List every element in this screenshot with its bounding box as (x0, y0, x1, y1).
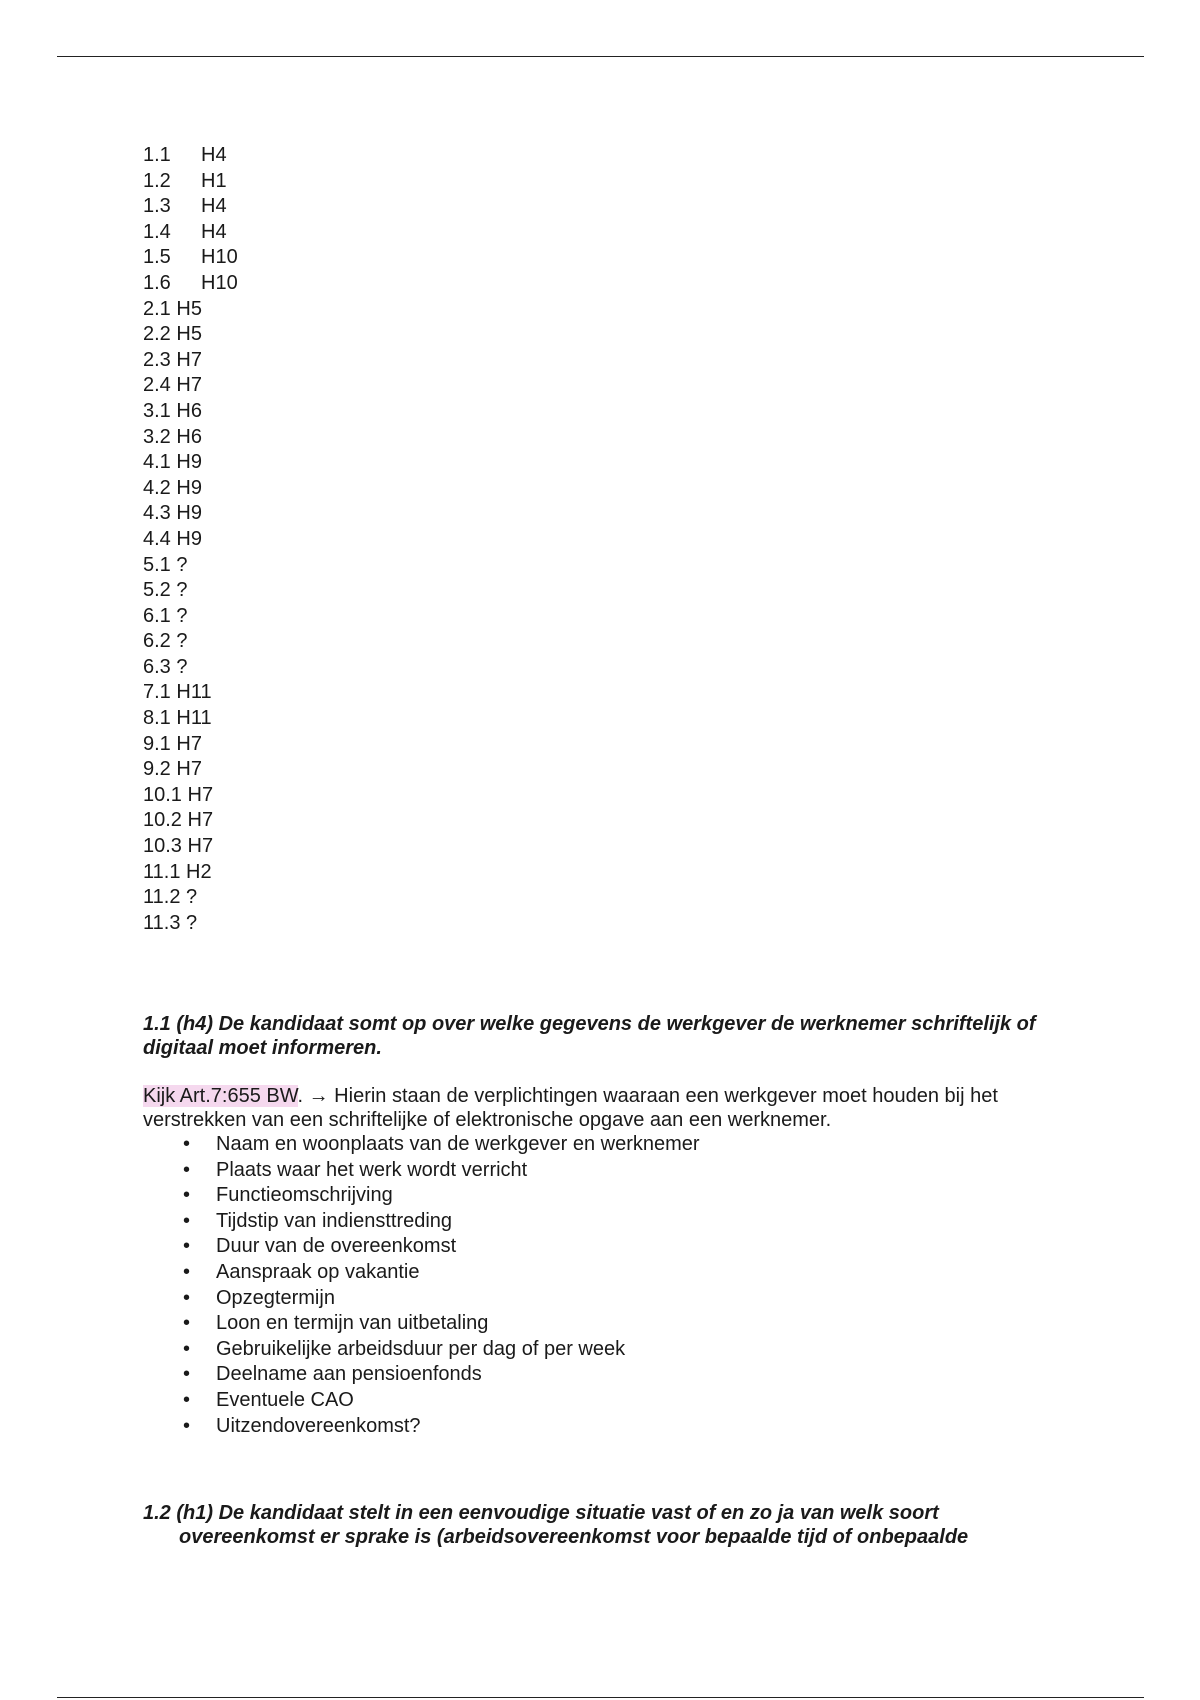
list-item-text: Functieomschrijving (216, 1184, 393, 1207)
toc-item (143, 808, 238, 834)
toc-item-number: 6.3 (143, 655, 171, 678)
toc-item (143, 373, 238, 399)
bullet-icon: • (183, 1388, 191, 1411)
toc-list (143, 143, 238, 936)
bullet-icon: • (183, 1312, 191, 1335)
toc-item-number: 1.5 (143, 246, 171, 269)
list-item-text: Duur van de overeenkomst (216, 1235, 457, 1258)
list-item (183, 1234, 1073, 1260)
toc-item (143, 348, 238, 374)
toc-item-chapter: H1 (201, 169, 227, 192)
section-heading: 1.1 (h4) De kandidaat somt op over welke gegevens de werkgever de werknemer schriftelijk of digitaal moet informeren. (143, 1013, 1036, 1059)
toc-item-chapter: ? (176, 604, 188, 627)
list-item (183, 1414, 1073, 1440)
toc-item-number: 7.1 (143, 681, 171, 704)
toc-item-chapter: H4 (201, 144, 227, 166)
toc-item (143, 220, 238, 246)
bullet-icon: • (183, 1363, 191, 1386)
list-item (183, 1209, 1073, 1235)
toc-item (143, 194, 238, 220)
toc-item-chapter: H9 (176, 476, 202, 499)
toc-item (143, 501, 238, 527)
toc-item-chapter: ? (176, 579, 188, 602)
toc-item (143, 425, 238, 451)
list-item-text: Naam en woonplaats van de werkgever en werknemer (216, 1133, 700, 1155)
bullet-icon: • (183, 1286, 191, 1309)
toc-item-number: 6.1 (143, 604, 171, 627)
toc-item-number: 9.1 (143, 732, 171, 755)
toc-item-chapter: H9 (176, 451, 202, 474)
toc-item-number: 10.3 (143, 835, 182, 858)
page-bottom-rule (57, 1697, 1144, 1698)
toc-item-chapter: H7 (176, 732, 202, 755)
list-item-text: Uitzendovereenkomst? (216, 1414, 421, 1437)
toc-item-chapter: ? (186, 886, 198, 909)
toc-item (143, 527, 238, 553)
list-item-text: Eventuele CAO (216, 1388, 354, 1411)
toc-item (143, 732, 238, 758)
toc-item-chapter: H7 (176, 758, 202, 781)
toc-item-number: 1.1 (143, 144, 171, 166)
toc-item-chapter: H9 (176, 527, 202, 550)
bullet-icon: • (183, 1158, 191, 1181)
bullet-icon: • (183, 1337, 191, 1360)
list-item (183, 1337, 1073, 1363)
toc-item-number: 1.6 (143, 271, 171, 294)
list-item (183, 1158, 1073, 1184)
list-item (183, 1311, 1073, 1337)
bullet-icon: • (183, 1209, 191, 1232)
toc-item-number: 2.3 (143, 348, 171, 371)
toc-item-chapter: H6 (176, 425, 202, 448)
toc-item-number: 10.1 (143, 783, 182, 806)
toc-item (143, 783, 238, 809)
toc-item (143, 604, 238, 630)
toc-item-chapter: H4 (201, 220, 227, 243)
toc-item-chapter: H10 (201, 271, 238, 294)
toc-item (143, 399, 238, 425)
list-item-text: Loon en termijn van uitbetaling (216, 1312, 489, 1335)
toc-item-number: 11.3 (143, 911, 181, 934)
toc-item-chapter: ? (176, 630, 188, 653)
toc-item-number: 2.4 (143, 374, 171, 397)
toc-item-number: 1.3 (143, 195, 171, 218)
toc-item-chapter: H9 (176, 502, 202, 525)
list-item-text: Plaats waar het werk wordt verricht (216, 1158, 528, 1181)
list-item-text: Opzegtermijn (216, 1286, 335, 1309)
toc-item-number: 10.2 (143, 809, 182, 832)
bullet-icon: • (183, 1133, 191, 1155)
toc-item-number: 6.2 (143, 630, 171, 653)
bullet-icon: • (183, 1414, 191, 1437)
list-item (183, 1132, 1073, 1158)
section-1-2 (143, 1501, 1073, 1549)
toc-item-number: 2.2 (143, 323, 171, 346)
toc-item-number: 5.1 (143, 553, 171, 576)
toc-item (143, 143, 238, 169)
bullet-icon: • (183, 1260, 191, 1283)
toc-item-number: 3.2 (143, 425, 171, 448)
toc-item-number: 9.2 (143, 758, 171, 781)
toc-item (143, 271, 238, 297)
bullet-icon: • (183, 1184, 191, 1207)
toc-item-number: 4.4 (143, 527, 171, 550)
list-item (183, 1286, 1073, 1312)
toc-item (143, 169, 238, 195)
list-item (183, 1260, 1073, 1286)
toc-item (143, 655, 238, 681)
list-item (183, 1183, 1073, 1209)
toc-item-chapter: ? (186, 911, 198, 934)
page-top-rule (57, 56, 1144, 57)
intro-text: . → Hierin staan de verplichtingen waaraan een werkgever moet houden bij het verstrekken van een schriftelijke of elektronische opgave aan een werknemer. (143, 1085, 998, 1131)
toc-item-chapter: H10 (201, 246, 238, 269)
bullet-icon: • (183, 1235, 191, 1258)
toc-item-number: 1.2 (143, 169, 171, 192)
toc-item (143, 578, 238, 604)
toc-item-number: 2.1 (143, 297, 171, 320)
list-item-text: Deelname aan pensioenfonds (216, 1363, 482, 1386)
toc-item (143, 297, 238, 323)
list-item (183, 1362, 1073, 1388)
bullet-list (143, 1132, 1073, 1439)
toc-item-number: 1.4 (143, 220, 171, 243)
toc-item-chapter: ? (176, 655, 188, 678)
list-item-text: Tijdstip van indiensttreding (216, 1209, 453, 1232)
toc-item-chapter: H7 (187, 835, 214, 858)
toc-item-chapter: H11 (176, 707, 212, 730)
highlighted-reference: Kijk Art.7:655 BW (143, 1085, 298, 1107)
toc-item-chapter: H6 (176, 399, 202, 422)
toc-item (143, 885, 238, 911)
toc-item (143, 834, 238, 860)
toc-item (143, 450, 238, 476)
toc-item-chapter: ? (176, 553, 188, 576)
toc-item-chapter: H11 (176, 681, 212, 704)
toc-item (143, 245, 238, 271)
list-item (183, 1388, 1073, 1414)
toc-item-number: 11.1 (143, 860, 181, 883)
section-intro (143, 1084, 1073, 1132)
toc-item-chapter: H7 (187, 783, 214, 806)
toc-item-number: 4.1 (143, 451, 171, 474)
toc-item-number: 5.2 (143, 579, 171, 602)
toc-item-number: 8.1 (143, 707, 171, 730)
toc-item (143, 629, 238, 655)
toc-item-number: 11.2 (143, 886, 181, 909)
toc-item-chapter: H5 (176, 297, 202, 320)
toc-item (143, 553, 238, 579)
toc-item-chapter: H7 (176, 348, 202, 371)
toc-item-number: 4.2 (143, 476, 171, 499)
section-1-1 (143, 1012, 1073, 1439)
toc-item (143, 911, 238, 937)
toc-item (143, 476, 238, 502)
list-item-text: Aanspraak op vakantie (216, 1260, 420, 1283)
toc-item-number: 4.3 (143, 502, 171, 525)
toc-item-chapter: H7 (187, 809, 214, 832)
toc-item-chapter: H2 (186, 860, 212, 883)
toc-item (143, 680, 238, 706)
toc-item-chapter: H4 (201, 195, 227, 218)
section-heading: 1.2 (h1) De kandidaat stelt in een eenvoudige situatie vast of en zo ja van welk soort overeenkomst er sprake is (arbeidsovereenkomst voor bepaalde tijd of onbepaalde (143, 1502, 969, 1548)
toc-item (143, 322, 238, 348)
toc-item (143, 860, 238, 886)
toc-item (143, 706, 238, 732)
toc-item-chapter: H5 (176, 323, 202, 346)
list-item-text: Gebruikelijke arbeidsduur per dag of per week (216, 1337, 626, 1360)
toc-item (143, 757, 238, 783)
toc-item-number: 3.1 (143, 399, 171, 422)
toc-item-chapter: H7 (176, 374, 202, 397)
